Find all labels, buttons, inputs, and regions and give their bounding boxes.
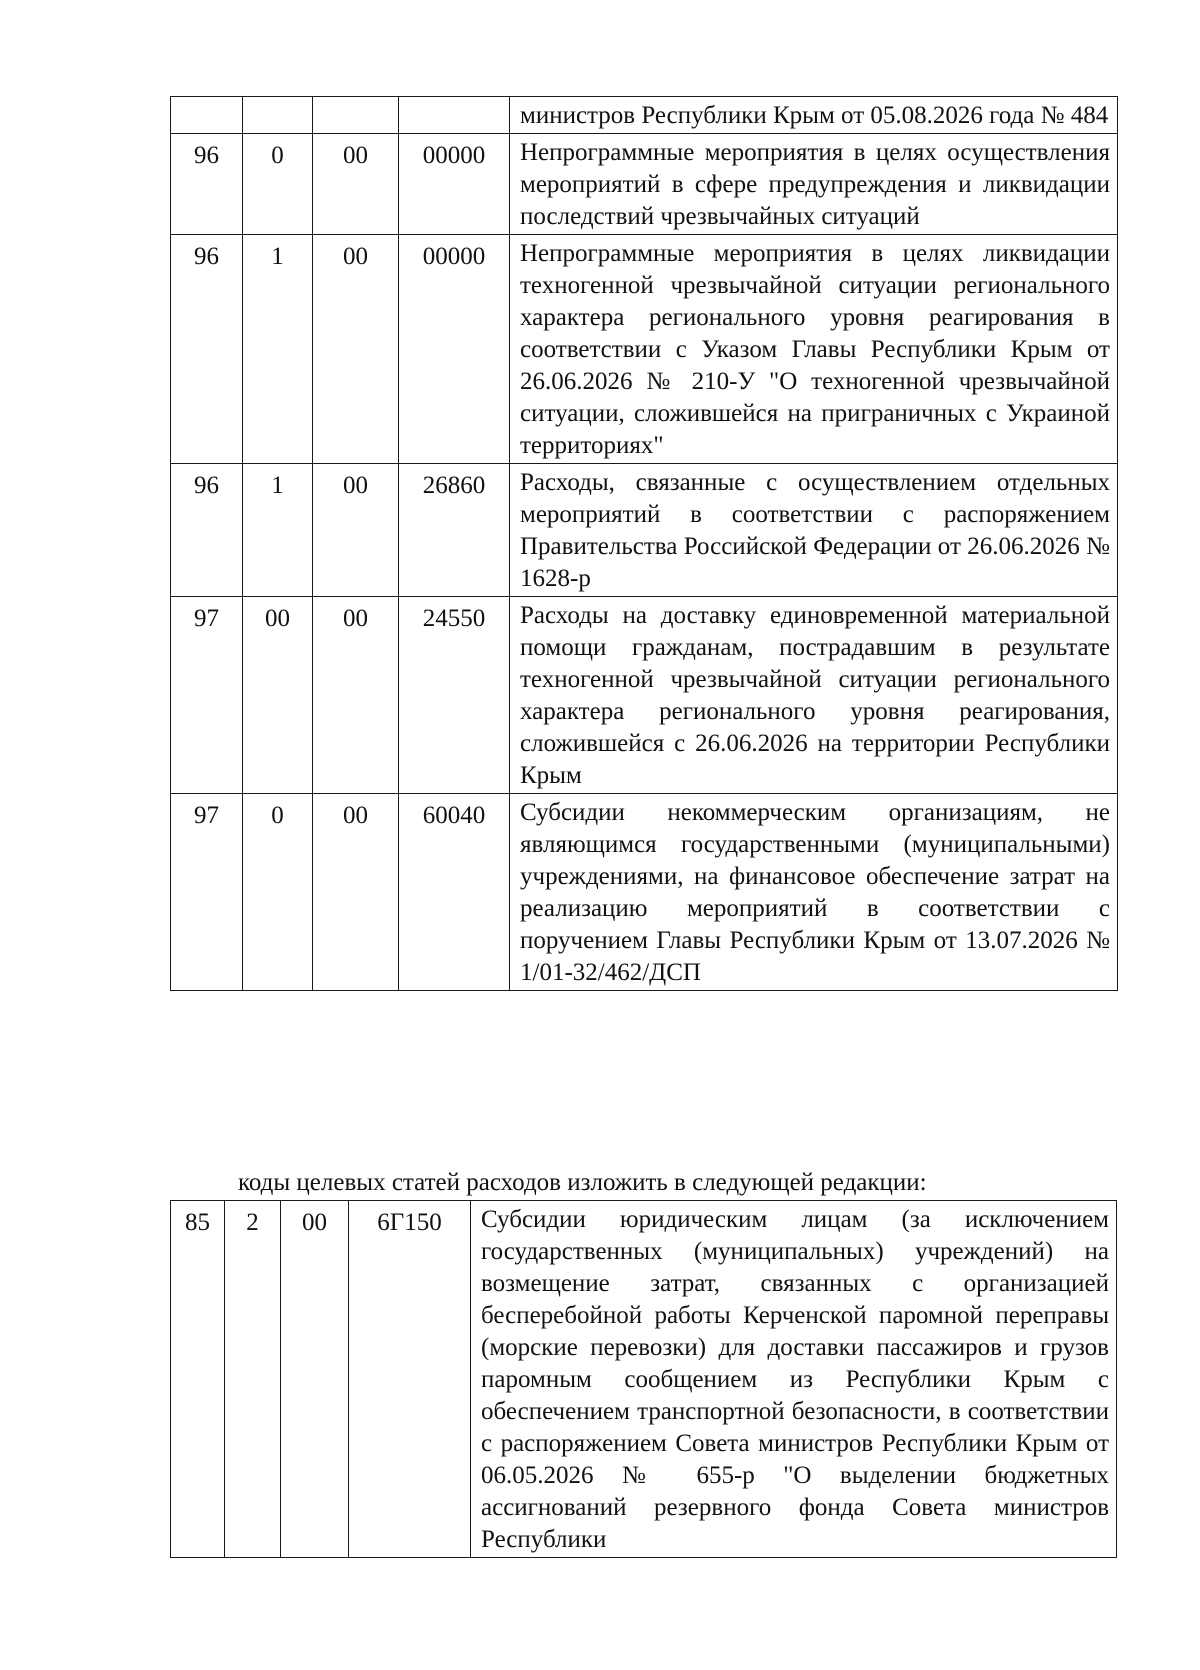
code-direction: 60040 xyxy=(399,794,510,991)
table-row xyxy=(171,464,1118,597)
table-row xyxy=(171,134,1118,235)
code-direction: 00000 xyxy=(399,235,510,464)
code-subprogram: 1 xyxy=(243,235,313,464)
code-description: министров Республики Крым от 05.08.2026 года № 484 xyxy=(510,97,1118,134)
code-direction: 00000 xyxy=(399,134,510,235)
code-program: 96 xyxy=(171,464,243,597)
code-event: 00 xyxy=(313,464,399,597)
table-row xyxy=(171,794,1118,991)
code-direction: 6Г150 xyxy=(349,1201,471,1558)
code-subprogram: 2 xyxy=(225,1201,281,1558)
code-direction: 24550 xyxy=(399,597,510,794)
code-subprogram: 1 xyxy=(243,464,313,597)
code-description: Субсидии некоммерческим организациям, не являющимся государственными (муниципальными) учреждениями, на финансовое обеспечение затрат на реализацию мероприятий в соответствии с поручением Главы Республики Крым от 13.07.2026 № 1/01-32/462/ДСП xyxy=(510,794,1118,991)
revised-codes-table xyxy=(170,1200,1117,1558)
code-description: Субсидии юридическим лицам (за исключением государственных (муниципальных) учреждений) на возмещение затрат, связанных с организацией бесперебойной работы Керченской паромной переправы (морские перевозки) для доставки пассажиров и грузов паромным сообщением из Республики Крым с обеспечением транспортной безопасности, в соответствии с распоряжением Совета министров Республики Крым от 06.05.2026 № 655-р "О выделении бюджетных ассигнований резервного фонда Совета министров Республики xyxy=(471,1201,1117,1558)
code-description: Непрограммные мероприятия в целях осуществления мероприятий в сфере предупреждения и ликвидации последствий чрезвычайных ситуаций xyxy=(510,134,1118,235)
code-event: 00 xyxy=(313,134,399,235)
code-program: 85 xyxy=(171,1201,225,1558)
table-row xyxy=(171,97,1118,134)
budget-codes-table xyxy=(170,96,1118,991)
code-event: 00 xyxy=(313,235,399,464)
amendment-instruction: коды целевых статей расходов изложить в следующей редакции: xyxy=(238,1169,927,1196)
code-description: Непрограммные мероприятия в целях ликвидации техногенной чрезвычайной ситуации регионального характера регионального уровня реагирования в соответствии с Указом Главы Республики Крым от 26.06.2026 № 210-У "О техногенной чрезвычайной ситуации, сложившейся на приграничных с Украиной территориях" xyxy=(510,235,1118,464)
code-event: 00 xyxy=(313,597,399,794)
code-event: 00 xyxy=(281,1201,349,1558)
code-subprogram: 0 xyxy=(243,134,313,235)
code-direction: 26860 xyxy=(399,464,510,597)
code-program: 97 xyxy=(171,597,243,794)
code-description: Расходы на доставку единовременной материальной помощи гражданам, пострадавшим в результате техногенной чрезвычайной ситуации регионального характера регионального уровня реагирования, сложившейся с 26.06.2026 на территории Республики Крым xyxy=(510,597,1118,794)
table-row xyxy=(171,1201,1117,1558)
table-row xyxy=(171,235,1118,464)
code-subprogram xyxy=(243,97,313,134)
code-event: 00 xyxy=(313,794,399,991)
code-program: 96 xyxy=(171,134,243,235)
code-program xyxy=(171,97,243,134)
code-subprogram: 00 xyxy=(243,597,313,794)
code-subprogram: 0 xyxy=(243,794,313,991)
code-description: Расходы, связанные с осуществлением отдельных мероприятий в соответствии с распоряжением Правительства Российской Федерации от 26.06.2026 № 1628-р xyxy=(510,464,1118,597)
code-program: 96 xyxy=(171,235,243,464)
table-row xyxy=(171,597,1118,794)
code-program: 97 xyxy=(171,794,243,991)
code-direction xyxy=(399,97,510,134)
code-event xyxy=(313,97,399,134)
